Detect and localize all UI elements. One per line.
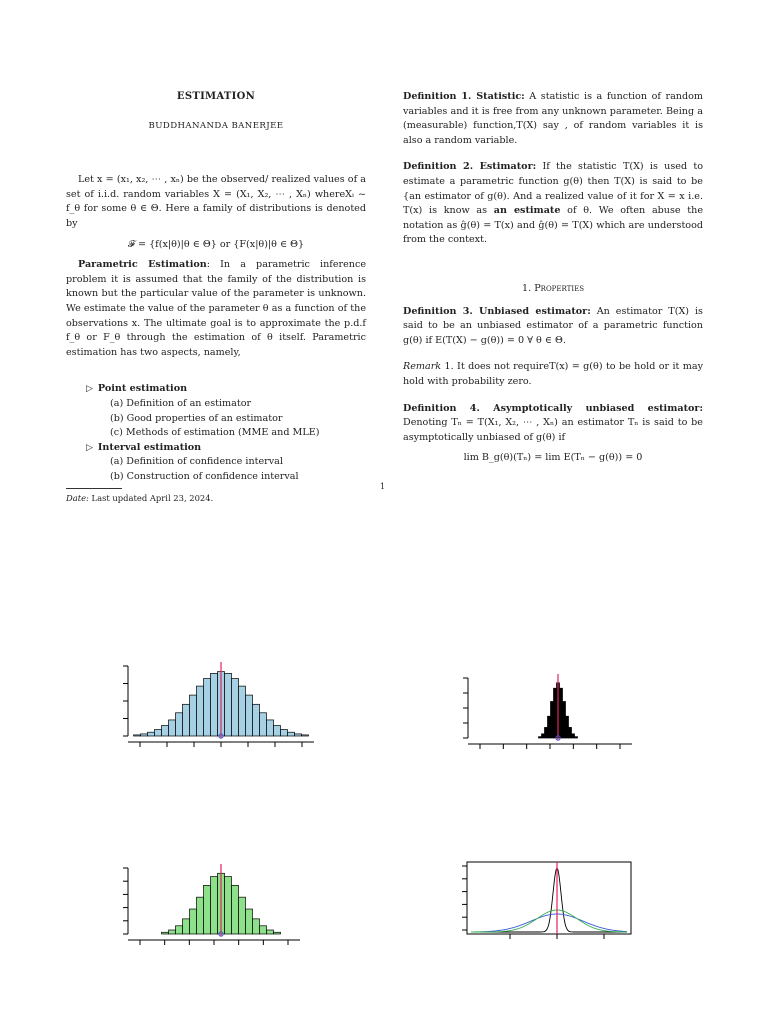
histogram-bar — [274, 726, 281, 736]
histogram-bar — [539, 737, 542, 738]
histogram-bar — [260, 926, 267, 934]
remark-1: Remark 1. It does not requireT(x) = g(θ) to be hold or it may hold with probability zero. — [403, 361, 703, 387]
triangle-bullet-icon: ▷ — [86, 384, 93, 395]
histogram-bar — [288, 732, 295, 736]
histogram-bar — [239, 686, 246, 736]
histogram-bar — [542, 734, 545, 738]
list-item: (b) Construction of confidence interval — [110, 470, 299, 482]
intro-paragraph: Let x = (x₁, x₂, ⋯ , xₙ) be the observed/ realized values of a set of i.i.d. random variables X = (X₁, X₂, ⋯ , Xₙ) whereXᵢ ~ f_θ for some θ ∈ Θ. Here a family of distributions is denoted by — [66, 174, 366, 229]
list-item: (b) Good properties of an estimator — [110, 412, 283, 424]
histogram-bar — [281, 730, 288, 736]
histogram-bar — [545, 727, 548, 738]
histogram-bar — [232, 679, 239, 736]
parametric-estimation-head: Parametric Estimation — [78, 259, 207, 271]
histogram-bar — [302, 735, 309, 736]
histogram-bar — [551, 701, 554, 738]
definition-2: Definition 2. Estimator: If the statistic T(X) is used to estimate a parametric function g(θ) then T(X) is said to be {an estimator of g(θ). And a realized value of it for X = x i.e. T(x) is know as an estimate of θ. We often abuse the notation as ĝ(θ) = T(x) and ĝ(θ) = T(X) which are understood from the context. — [403, 161, 704, 246]
histogram-bar — [197, 686, 204, 736]
paper-author: BUDDHANANDA BANERJEE — [148, 120, 284, 131]
histogram-bar — [239, 897, 246, 934]
list-item: (a) Definition of an estimator — [110, 397, 252, 409]
histogram-bar — [148, 732, 155, 736]
histogram-bar — [169, 720, 176, 736]
definition-3: Definition 3. Unbiased estimator: An estimator T(X) is said to be an unbiased estimator of a parametric function g(θ) if E(T(X) − g(θ)) = 0 ∀ θ ∈ Θ. — [403, 305, 703, 346]
histogram-bar — [253, 704, 260, 736]
histogram-bar — [563, 701, 566, 738]
histogram-black — [463, 674, 632, 749]
histogram-bar — [225, 673, 232, 736]
definition-1: Definition 1. Statistic: A statistic is a function of random variables and it is free from any unknown parameter. Being a (measurable) function,T(X) say , of random variables it is also a random variable. — [403, 91, 703, 146]
histogram-bar — [190, 909, 197, 934]
histogram-bar — [575, 737, 578, 738]
histogram-bar — [260, 713, 267, 736]
histogram-green — [123, 864, 300, 945]
paper-title: ESTIMATION — [176, 91, 256, 102]
aspects-list — [66, 382, 366, 484]
histogram-bar — [211, 673, 218, 736]
histogram-bar — [197, 897, 204, 934]
right-column — [403, 90, 703, 472]
histogram-bar — [566, 716, 569, 738]
parametric-estimation-paragraph — [66, 258, 366, 360]
curve-black — [471, 868, 627, 932]
histogram-bar — [204, 679, 211, 736]
figures — [0, 640, 768, 960]
histogram-bar — [548, 716, 551, 738]
histogram-bar — [554, 688, 557, 738]
family-formula: 𝓕 = {f(x|θ)|θ ∈ Θ} or {F(x|θ)|θ ∈ Θ} — [127, 238, 305, 250]
left-column — [66, 90, 366, 506]
asymptotic-formula: lim B_g(θ)(Tₙ) = lim E(Tₙ − g(θ)) = 0 — [463, 452, 643, 464]
histogram-bar — [190, 695, 197, 736]
histogram-bar — [211, 877, 218, 934]
histogram-bar — [169, 930, 176, 934]
histogram-bar — [176, 926, 183, 934]
histogram-bar — [183, 704, 190, 736]
section-heading: 1. Properties — [522, 282, 584, 294]
histogram-bar — [295, 734, 302, 736]
histogram-bar — [232, 885, 239, 934]
histogram-bar — [267, 930, 274, 934]
triangle-bullet-icon: ▷ — [86, 442, 93, 453]
histogram-bar — [253, 919, 260, 934]
histogram-bar — [155, 730, 162, 736]
histogram-bar — [267, 720, 274, 736]
parametric-estimation-text: : In a parametric inference problem it is assumed that the family of the distribution is known but the particular value of the parameter is unknown. We estimate the value of the parameter θ as a function of the observations x. The ultimate goal is to approximate the p.d.f f_θ or F_θ through the estimation of θ itself. Parametric estimation has two aspects, namely, — [66, 259, 366, 358]
histogram-bar — [572, 734, 575, 738]
footnote-rule — [66, 488, 122, 489]
histogram-bar — [560, 688, 563, 738]
histogram-bar — [274, 932, 281, 934]
histogram-bar — [204, 885, 211, 934]
aspect-interval-estimation: ▷ Interval estimation — [86, 441, 202, 453]
page-number: 1 — [380, 482, 386, 491]
histogram-bar — [134, 735, 141, 736]
histogram-blue — [123, 662, 314, 747]
footnote: Date: Last updated April 23, 2024. — [66, 493, 214, 504]
histogram-bar — [246, 695, 253, 736]
density-curves-plot — [462, 862, 631, 939]
definition-4: Definition 4. Asymptotically unbiased estimator: Denoting Tₙ = T(X₁, X₂, ⋯ , Xₙ) an estimator Tₙ is said to be asymptotically unbiased of g(θ) if — [403, 402, 703, 443]
histogram-bar — [246, 909, 253, 934]
histogram-bar — [569, 727, 572, 738]
histogram-bar — [162, 726, 169, 736]
histogram-bar — [162, 932, 169, 934]
histogram-bar — [225, 877, 232, 934]
list-item: (c) Methods of estimation (MME and MLE) — [110, 427, 320, 439]
histogram-bar — [141, 734, 148, 736]
histogram-bar — [183, 919, 190, 934]
histogram-bar — [176, 713, 183, 736]
list-item: (a) Definition of confidence interval — [110, 456, 283, 468]
aspect-point-estimation: ▷ Point estimation — [86, 383, 188, 395]
